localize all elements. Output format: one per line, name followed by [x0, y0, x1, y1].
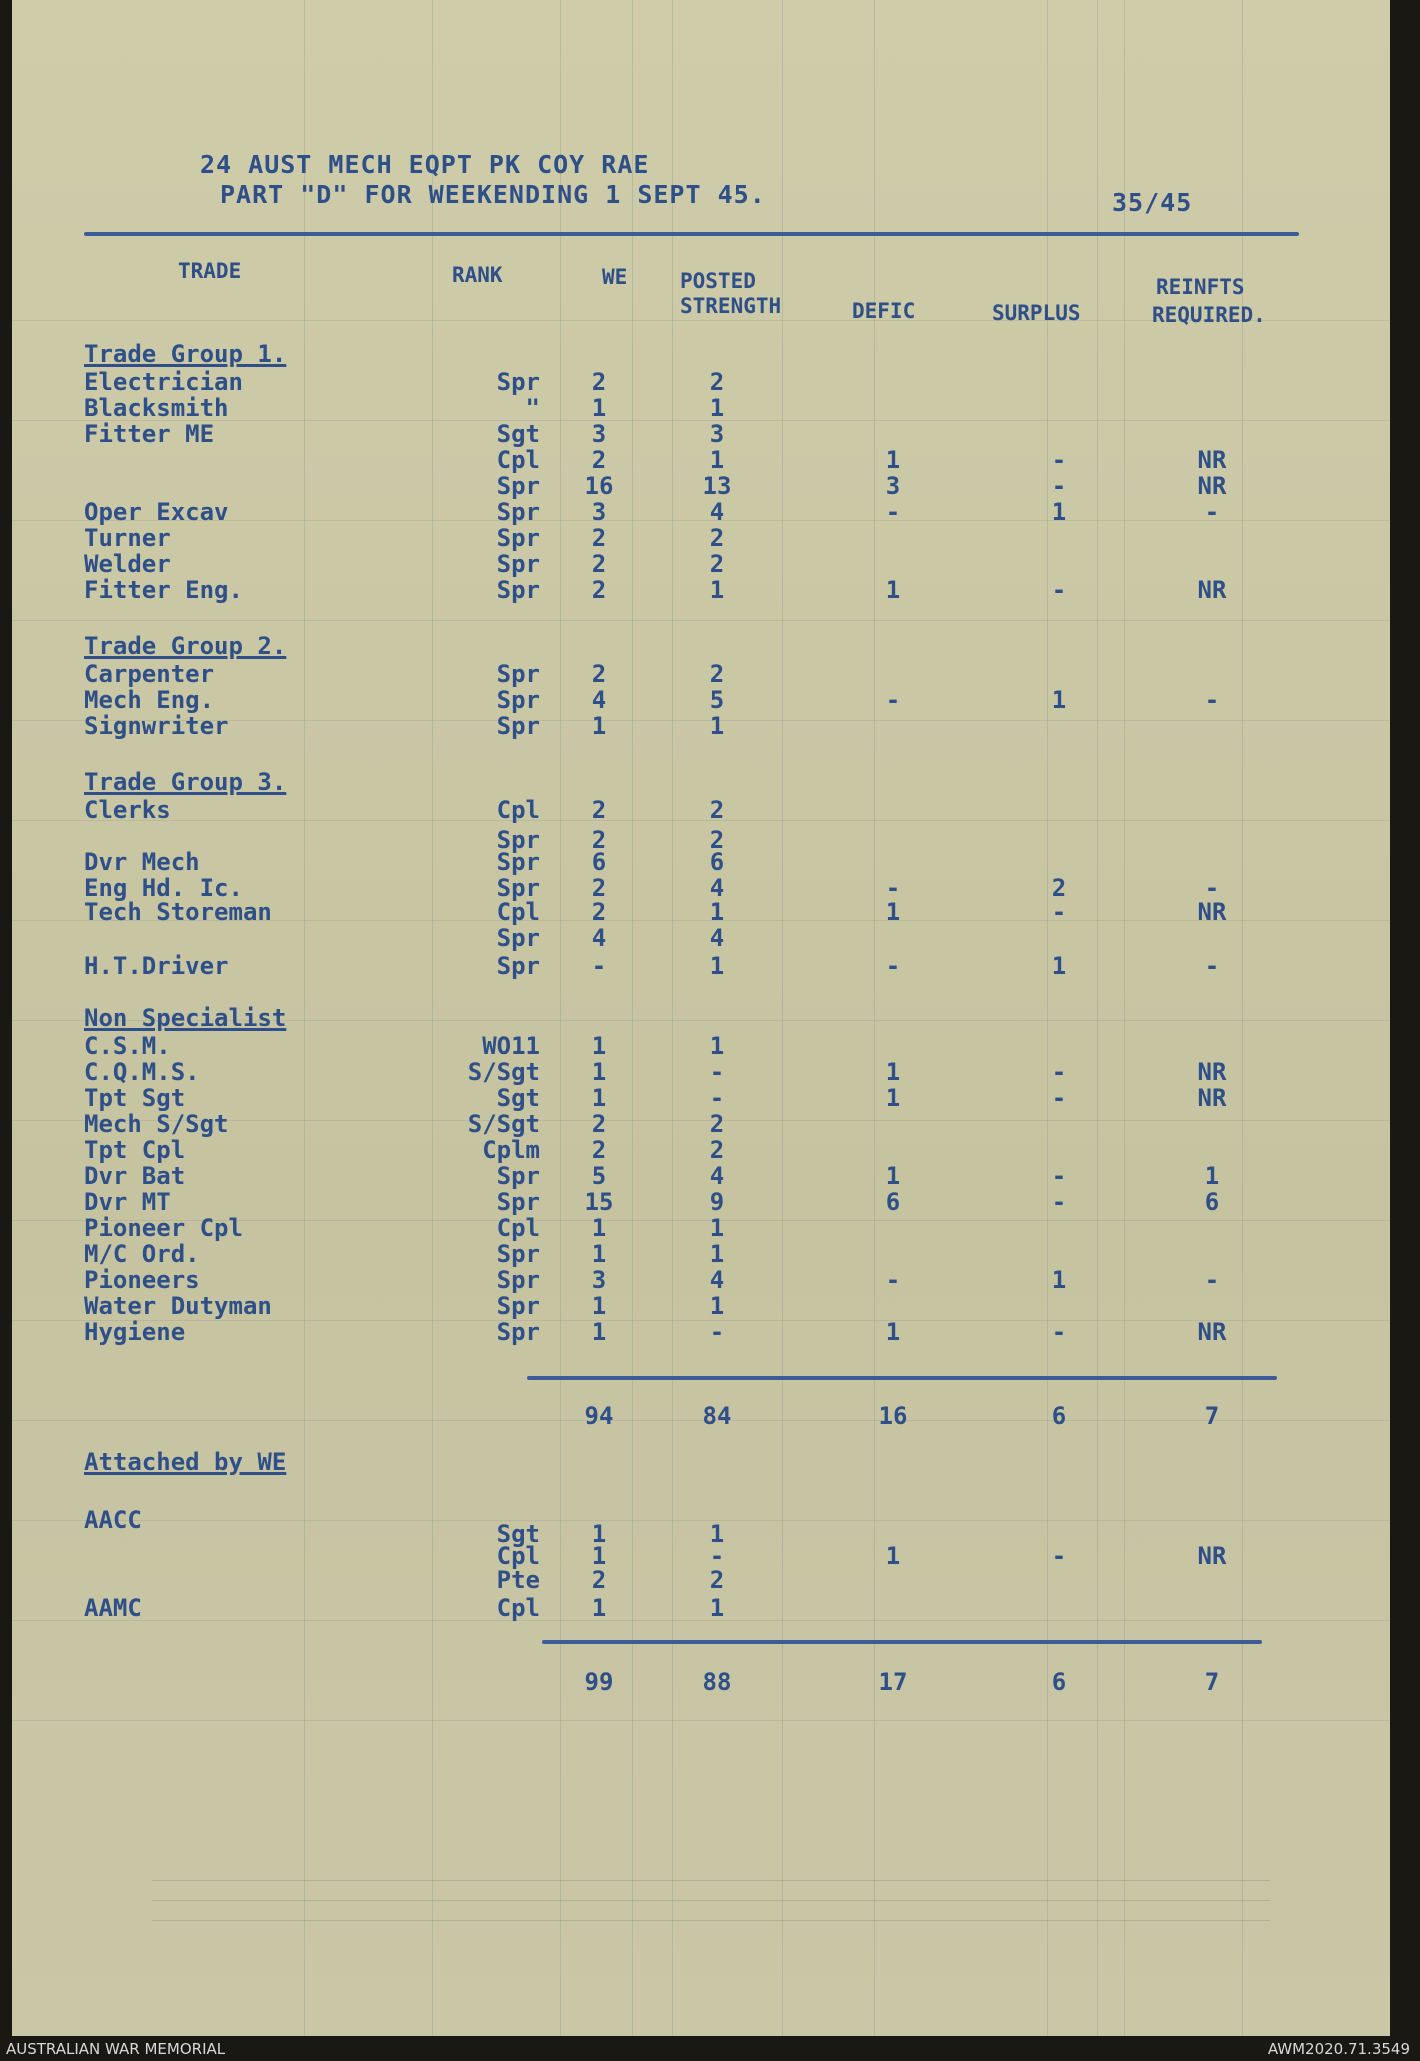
- cell-posted: 4: [709, 1266, 725, 1294]
- cell-posted: -: [709, 1058, 725, 1086]
- cell-surplus: -: [1051, 1084, 1067, 1112]
- cell-trade: Trade Group 3.: [84, 768, 287, 796]
- cell-posted: 4: [709, 874, 725, 902]
- table-row: [12, 712, 1390, 739]
- cell-trade: Dvr Bat: [84, 1162, 186, 1190]
- cell-rank: Cpl: [496, 796, 540, 824]
- cell-reinf: NR: [1197, 1084, 1227, 1112]
- cell-we: 1: [591, 1520, 607, 1548]
- cell-we: 1: [591, 1032, 607, 1060]
- cell-surplus: -: [1051, 1318, 1067, 1346]
- cell-posted: -: [709, 1318, 725, 1346]
- cell-we: 2: [591, 446, 607, 474]
- archive-id: AWM2020.71.3549: [1267, 2040, 1410, 2058]
- cell-defic: 6: [885, 1188, 901, 1216]
- cell-trade: Non Specialist: [84, 1004, 287, 1032]
- cell-reinf: 1: [1204, 1162, 1220, 1190]
- subtotal-posted: 84: [702, 1402, 732, 1430]
- table-row: [12, 686, 1390, 713]
- cell-surplus: -: [1051, 576, 1067, 604]
- cell-rank: Spr: [496, 712, 540, 740]
- cell-reinf: -: [1204, 686, 1220, 714]
- cell-defic: 1: [885, 576, 901, 604]
- subtotal-surplus: 6: [1051, 1402, 1067, 1430]
- cell-surplus: 2: [1051, 874, 1067, 902]
- cell-rank: Spr: [496, 1240, 540, 1268]
- cell-we: 1: [591, 712, 607, 740]
- cell-reinf: -: [1204, 498, 1220, 526]
- cell-rank: Cpl: [496, 446, 540, 474]
- group-heading: [12, 632, 1390, 659]
- cell-we: 1: [591, 1058, 607, 1086]
- table-row: [12, 1084, 1390, 1111]
- cell-we: 2: [591, 1110, 607, 1138]
- cell-rank: Spr: [496, 524, 540, 552]
- cell-we: 2: [591, 524, 607, 552]
- cell-rank: Sgt: [496, 420, 540, 448]
- cell-trade: Hygiene: [84, 1318, 186, 1346]
- cell-surplus: -: [1051, 472, 1067, 500]
- cell-rank: Cpl: [496, 1542, 540, 1570]
- cell-posted: 1: [709, 1594, 725, 1622]
- cell-surplus: -: [1051, 1162, 1067, 1190]
- header-rule: [84, 232, 1299, 236]
- cell-trade: Clerks: [84, 796, 171, 824]
- cell-rank: Pte: [496, 1566, 540, 1594]
- cell-trade: Tech Storeman: [84, 898, 272, 926]
- attached-row: [12, 1542, 1390, 1569]
- cell-defic: -: [885, 686, 901, 714]
- subtotal-rule: [527, 1376, 1277, 1380]
- reference-number: 35/45: [1112, 188, 1193, 217]
- cell-posted: 2: [709, 550, 725, 578]
- table-row: [12, 952, 1390, 979]
- cell-rank: Spr: [496, 472, 540, 500]
- attached-row: [12, 1594, 1390, 1621]
- cell-trade: Tpt Sgt: [84, 1084, 186, 1112]
- cell-defic: 3: [885, 472, 901, 500]
- cell-posted: 2: [709, 524, 725, 552]
- cell-we: 3: [591, 498, 607, 526]
- table-row: [12, 1058, 1390, 1085]
- cell-posted: 1: [709, 576, 725, 604]
- cell-rank: Spr: [496, 1266, 540, 1294]
- cell-reinf: NR: [1197, 472, 1227, 500]
- cell-defic: -: [885, 1266, 901, 1294]
- cell-reinf: NR: [1197, 1058, 1227, 1086]
- cell-posted: 1: [709, 1214, 725, 1242]
- total-row: [12, 1668, 1390, 1695]
- cell-surplus: 1: [1051, 686, 1067, 714]
- cell-defic: 1: [885, 1084, 901, 1112]
- cell-rank: Cpl: [496, 898, 540, 926]
- cell-we: 2: [591, 1136, 607, 1164]
- cell-trade: AAMC: [84, 1594, 142, 1622]
- cell-posted: -: [709, 1542, 725, 1570]
- col-required: REQUIRED.: [1152, 303, 1266, 327]
- cell-we: 1: [591, 394, 607, 422]
- cell-rank: Sgt: [496, 1520, 540, 1548]
- table-row: [12, 368, 1390, 395]
- archive-credit: AUSTRALIAN WAR MEMORIAL: [6, 2040, 226, 2058]
- cell-trade: Tpt Cpl: [84, 1136, 186, 1164]
- cell-posted: 1: [709, 1520, 725, 1548]
- cell-trade: Blacksmith: [84, 394, 229, 422]
- cell-rank: Spr: [496, 924, 540, 952]
- cell-trade: Dvr Mech: [84, 848, 200, 876]
- col-reinfts: REINFTS: [1156, 275, 1245, 299]
- cell-surplus: -: [1051, 1058, 1067, 1086]
- table-row: [12, 446, 1390, 473]
- cell-defic: -: [885, 498, 901, 526]
- cell-we: 5: [591, 1162, 607, 1190]
- cell-trade: Dvr MT: [84, 1188, 171, 1216]
- cell-we: 2: [591, 550, 607, 578]
- table-row: [12, 1162, 1390, 1189]
- cell-posted: 2: [709, 1566, 725, 1594]
- cell-rank: WO11: [482, 1032, 540, 1060]
- cell-we: 4: [591, 924, 607, 952]
- cell-rank: Cpl: [496, 1594, 540, 1622]
- cell-reinf: -: [1204, 1266, 1220, 1294]
- cell-we: -: [591, 952, 607, 980]
- total-reinf: 7: [1204, 1668, 1220, 1696]
- total-posted: 88: [702, 1668, 732, 1696]
- cell-we: 1: [591, 1240, 607, 1268]
- cell-trade: Signwriter: [84, 712, 229, 740]
- cell-posted: 1: [709, 952, 725, 980]
- group-heading: [12, 768, 1390, 795]
- table-row: [12, 1266, 1390, 1293]
- cell-surplus: 1: [1051, 952, 1067, 980]
- cell-defic: -: [885, 952, 901, 980]
- table-row: [12, 1188, 1390, 1215]
- cell-surplus: -: [1051, 898, 1067, 926]
- cell-we: 4: [591, 686, 607, 714]
- cell-posted: 6: [709, 848, 725, 876]
- cell-posted: 1: [709, 898, 725, 926]
- cell-we: 2: [591, 874, 607, 902]
- cell-posted: 2: [709, 1110, 725, 1138]
- table-row: [12, 924, 1390, 951]
- cell-posted: 2: [709, 826, 725, 854]
- col-posted: POSTED: [680, 269, 756, 293]
- cell-we: 3: [591, 1266, 607, 1294]
- table-row: [12, 420, 1390, 447]
- cell-rank: Spr: [496, 686, 540, 714]
- cell-rank: Spr: [496, 1292, 540, 1320]
- cell-trade: Fitter ME: [84, 420, 215, 448]
- cell-rank: Spr: [496, 368, 540, 396]
- table-row: [12, 524, 1390, 551]
- cell-rank: Spr: [496, 660, 540, 688]
- cell-trade: Oper Excav: [84, 498, 229, 526]
- subtotal-row: [12, 1402, 1390, 1429]
- cell-defic: 1: [885, 1058, 901, 1086]
- cell-surplus: -: [1051, 1188, 1067, 1216]
- cell-trade: Fitter Eng.: [84, 576, 243, 604]
- cell-rank: Spr: [496, 952, 540, 980]
- cell-trade: C.S.M.: [84, 1032, 171, 1060]
- col-strength: STRENGTH: [680, 294, 782, 318]
- cell-we: 1: [591, 1084, 607, 1112]
- cell-trade: M/C Ord.: [84, 1240, 200, 1268]
- table-row: [12, 874, 1390, 901]
- cell-reinf: NR: [1197, 898, 1227, 926]
- cell-posted: 1: [709, 446, 725, 474]
- total-rule: [542, 1640, 1262, 1644]
- attached-row: [12, 1566, 1390, 1593]
- cell-posted: -: [709, 1084, 725, 1112]
- cell-posted: 3: [709, 420, 725, 448]
- table-row: [12, 1240, 1390, 1267]
- subtotal-we: 94: [584, 1402, 614, 1430]
- col-trade: TRADE: [178, 259, 242, 283]
- table-row: [12, 1032, 1390, 1059]
- group-heading: [12, 1004, 1390, 1031]
- cell-rank: Spr: [496, 498, 540, 526]
- subtotal-reinf: 7: [1204, 1402, 1220, 1430]
- cell-surplus: 1: [1051, 498, 1067, 526]
- cell-trade: Water Dutyman: [84, 1292, 272, 1320]
- cell-we: 2: [591, 796, 607, 824]
- cell-rank: Spr: [496, 826, 540, 854]
- cell-trade: Trade Group 1.: [84, 340, 287, 368]
- cell-we: 2: [591, 826, 607, 854]
- table-row: [12, 1214, 1390, 1241]
- cell-rank: S/Sgt: [467, 1110, 540, 1138]
- total-surplus: 6: [1051, 1668, 1067, 1696]
- unit-title: 24 AUST MECH EQPT PK COY RAE: [200, 150, 650, 179]
- col-surplus: SURPLUS: [992, 301, 1081, 325]
- cell-rank: Spr: [496, 874, 540, 902]
- cell-we: 1: [591, 1292, 607, 1320]
- cell-surplus: -: [1051, 1542, 1067, 1570]
- table-row: [12, 796, 1390, 823]
- col-defic: DEFIC: [852, 299, 916, 323]
- cell-posted: 1: [709, 712, 725, 740]
- cell-trade: Carpenter: [84, 660, 215, 688]
- cell-posted: 5: [709, 686, 725, 714]
- cell-posted: 4: [709, 1162, 725, 1190]
- cell-trade: Trade Group 2.: [84, 632, 287, 660]
- cell-reinf: NR: [1197, 1542, 1227, 1570]
- cell-trade: H.T.Driver: [84, 952, 229, 980]
- cell-trade: Welder: [84, 550, 171, 578]
- cell-trade: Eng Hd. Ic.: [84, 874, 243, 902]
- table-row: [12, 498, 1390, 525]
- table-row: [12, 1136, 1390, 1163]
- cell-posted: 2: [709, 660, 725, 688]
- cell-defic: 1: [885, 898, 901, 926]
- cell-we: 3: [591, 420, 607, 448]
- cell-trade: Turner: [84, 524, 171, 552]
- cell-we: 1: [591, 1318, 607, 1346]
- cell-defic: 1: [885, 1542, 901, 1570]
- table-row: [12, 472, 1390, 499]
- cell-we: 2: [591, 660, 607, 688]
- cell-posted: 1: [709, 1292, 725, 1320]
- cell-posted: 1: [709, 1032, 725, 1060]
- cell-posted: 4: [709, 498, 725, 526]
- cell-rank: Sgt: [496, 1084, 540, 1112]
- cell-rank: Spr: [496, 1318, 540, 1346]
- cell-posted: 2: [709, 796, 725, 824]
- cell-reinf: NR: [1197, 1318, 1227, 1346]
- cell-we: 1: [591, 1594, 607, 1622]
- cell-defic: -: [885, 874, 901, 902]
- cell-defic: 1: [885, 1162, 901, 1190]
- cell-posted: 13: [702, 472, 732, 500]
- cell-surplus: -: [1051, 446, 1067, 474]
- cell-rank: Spr: [496, 1162, 540, 1190]
- cell-posted: 9: [709, 1188, 725, 1216]
- cell-reinf: NR: [1197, 576, 1227, 604]
- cell-trade: AACC: [84, 1506, 142, 1534]
- table-row: [12, 898, 1390, 925]
- cell-trade: C.Q.M.S.: [84, 1058, 200, 1086]
- cell-trade: Pioneers: [84, 1266, 200, 1294]
- cell-posted: 1: [709, 394, 725, 422]
- cell-reinf: 6: [1204, 1188, 1220, 1216]
- cell-we: 2: [591, 576, 607, 604]
- cell-trade: Mech S/Sgt: [84, 1110, 229, 1138]
- cell-we: 2: [591, 1566, 607, 1594]
- cell-we: 15: [584, 1188, 614, 1216]
- table-row: [12, 1318, 1390, 1345]
- col-rank: RANK: [452, 263, 503, 287]
- subtotal-defic: 16: [878, 1402, 908, 1430]
- cell-trade: Electrician: [84, 368, 243, 396]
- table-row: [12, 1292, 1390, 1319]
- table-row: [12, 394, 1390, 421]
- group-heading: [12, 340, 1390, 367]
- cell-rank: Spr: [496, 848, 540, 876]
- table-row: [12, 550, 1390, 577]
- cell-we: 6: [591, 848, 607, 876]
- col-we: WE: [602, 265, 628, 289]
- cell-rank: Spr: [496, 550, 540, 578]
- table-row: [12, 660, 1390, 687]
- table-row: [12, 1110, 1390, 1137]
- table-row: [12, 848, 1390, 875]
- cell-reinf: NR: [1197, 446, 1227, 474]
- cell-reinf: -: [1204, 952, 1220, 980]
- cell-rank: ": [525, 394, 540, 422]
- cell-rank: S/Sgt: [467, 1058, 540, 1086]
- document-sheet: [12, 0, 1390, 2036]
- cell-rank: Spr: [496, 576, 540, 604]
- total-defic: 17: [878, 1668, 908, 1696]
- cell-posted: 2: [709, 368, 725, 396]
- cell-trade: Mech Eng.: [84, 686, 215, 714]
- cell-we: 2: [591, 898, 607, 926]
- cell-posted: 2: [709, 1136, 725, 1164]
- cell-we: 2: [591, 368, 607, 396]
- cell-we: 1: [591, 1542, 607, 1570]
- table-row: [12, 576, 1390, 603]
- cell-posted: 1: [709, 1240, 725, 1268]
- cell-defic: 1: [885, 1318, 901, 1346]
- part-title: PART "D" FOR WEEKENDING 1 SEPT 45.: [220, 180, 766, 209]
- cell-rank: Cplm: [482, 1136, 540, 1164]
- cell-we: 1: [591, 1214, 607, 1242]
- cell-surplus: 1: [1051, 1266, 1067, 1294]
- cell-rank: Cpl: [496, 1214, 540, 1242]
- cell-reinf: -: [1204, 874, 1220, 902]
- cell-rank: Spr: [496, 1188, 540, 1216]
- total-we: 99: [584, 1668, 614, 1696]
- attached-title: Attached by WE: [84, 1448, 287, 1476]
- cell-posted: 4: [709, 924, 725, 952]
- cell-we: 16: [584, 472, 614, 500]
- cell-trade: Pioneer Cpl: [84, 1214, 243, 1242]
- cell-defic: 1: [885, 446, 901, 474]
